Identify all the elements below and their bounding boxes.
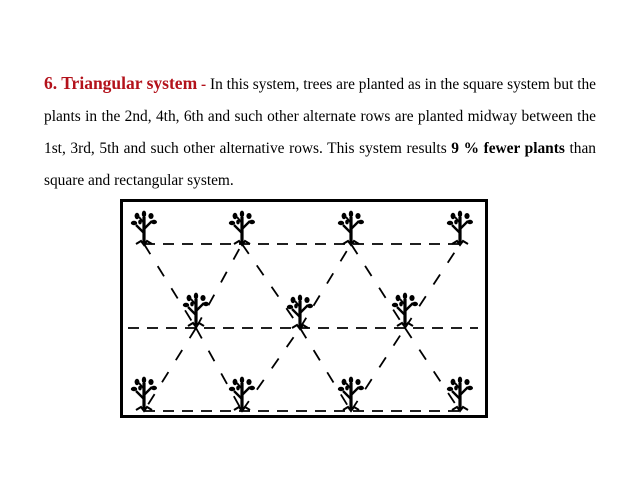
emphasis-text: 9 % fewer plants [451,140,565,158]
tree-icon [131,377,157,411]
tree-row-1 [131,211,473,245]
planting-row-lines [128,244,478,411]
heading-separator: - [197,76,210,94]
section-heading: 6. Triangular system [44,73,198,94]
triangular-system-diagram [120,199,488,418]
diagram-svg [120,199,488,418]
tree-row-2 [183,293,418,329]
tree-icon [287,295,313,329]
tree-icon [338,377,364,411]
tree-icon [183,293,209,327]
tree-icon [229,377,255,411]
description-paragraph [44,67,596,197]
tree-icon [447,211,473,245]
tree-icon [131,211,157,245]
description-text-1: In this system, trees are planted as in the square system but the plants in the 2nd, 4th, 6th and such other alternate rows are planted midway between the 1st, 3rd, 5th and such other alternative rows. This system results [44,76,597,158]
tree-row-3 [131,377,473,411]
tree-icon [338,211,364,245]
tree-icon [447,377,473,411]
tree-icon [229,211,255,245]
description-text-2: than square and rectangular system. [44,140,596,190]
tree-icon [392,293,418,327]
